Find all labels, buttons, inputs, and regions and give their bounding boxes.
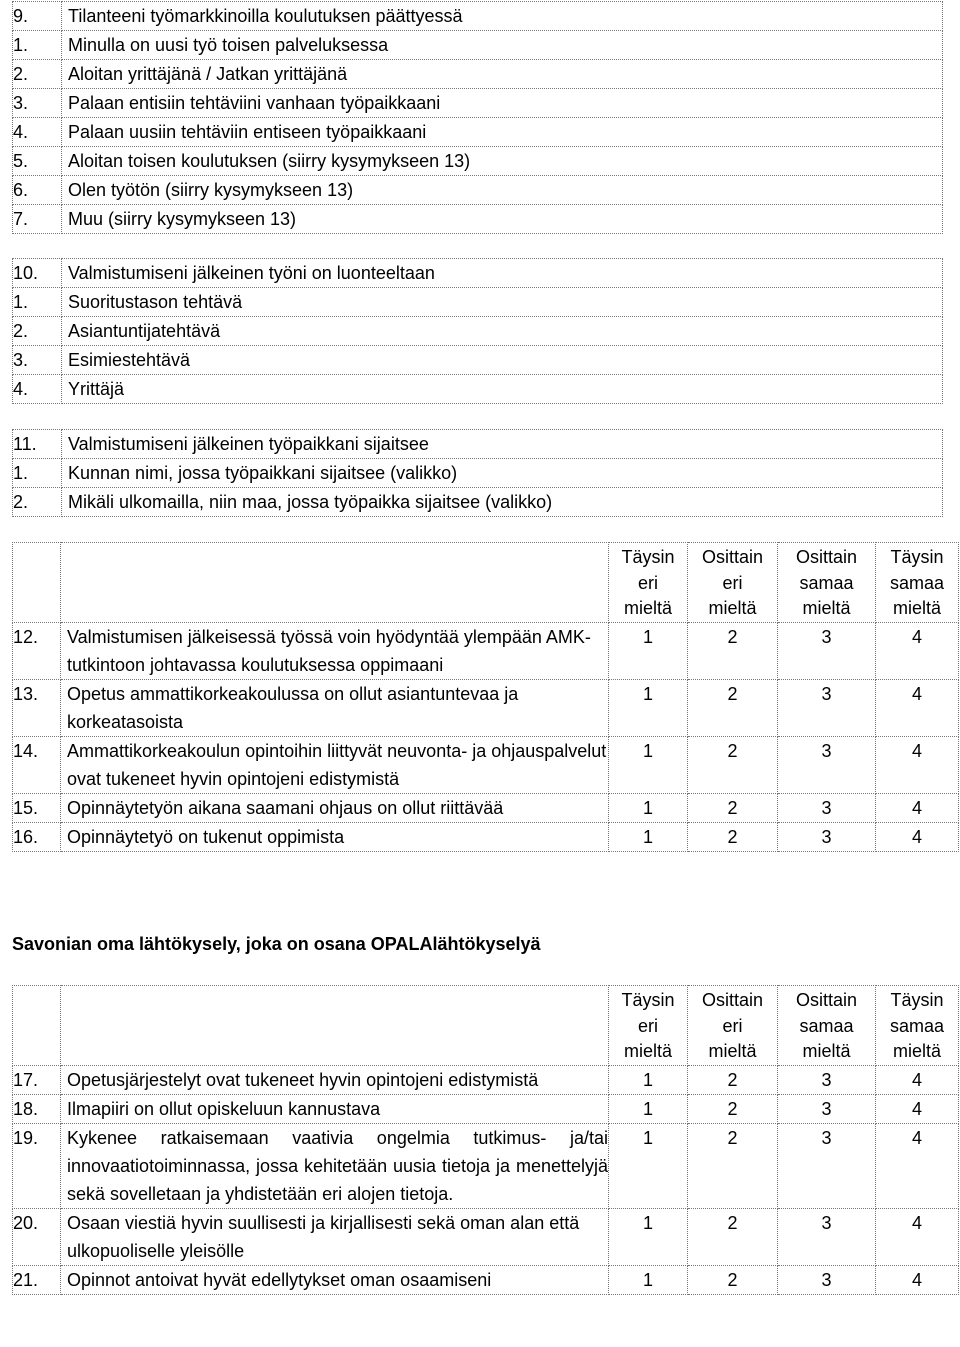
scale-option-4[interactable]: 4	[876, 1094, 959, 1123]
question-number: 9.	[13, 2, 62, 31]
question-text: Valmistumisen jälkeisessä työssä voin hyödyntää ylempään AMK-tutkintoon johtavassa koulutuksessa oppimaani	[61, 622, 609, 679]
option-row[interactable]	[13, 147, 943, 176]
option-number: 5.	[13, 147, 62, 176]
option-row[interactable]	[13, 459, 943, 488]
option-row[interactable]	[13, 205, 943, 234]
scale-option-3[interactable]: 3	[778, 1123, 876, 1208]
option-number: 1.	[13, 288, 62, 317]
scale-option-4[interactable]: 4	[876, 679, 959, 736]
scale-option-4[interactable]: 4	[876, 822, 959, 851]
question-text: Opinnot antoivat hyvät edellytykset oman osaamiseni	[61, 1265, 609, 1294]
question-number: 16.	[13, 822, 61, 851]
scale-header-3: Osittain samaa mieltä	[778, 543, 876, 623]
question-number: 11.	[13, 430, 62, 459]
scale-option-3[interactable]: 3	[778, 1065, 876, 1094]
scale-header-4: Täysin samaa mieltä	[876, 543, 959, 623]
scale-option-2[interactable]: 2	[688, 1265, 778, 1294]
option-label[interactable]: Muu (siirry kysymykseen 13)	[62, 205, 943, 234]
likert-row	[13, 1265, 959, 1294]
question-number: 10.	[13, 259, 62, 288]
scale-header-1: Täysin eri mieltä	[609, 543, 688, 623]
scale-option-3[interactable]: 3	[778, 622, 876, 679]
likert-table-2	[12, 985, 959, 1295]
likert-row	[13, 1065, 959, 1094]
option-row[interactable]	[13, 375, 943, 404]
option-number: 4.	[13, 118, 62, 147]
question-number: 13.	[13, 679, 61, 736]
option-number: 1.	[13, 31, 62, 60]
option-label[interactable]: Palaan entisiin tehtäviini vanhaan työpaikkaani	[62, 89, 943, 118]
likert-row	[13, 1094, 959, 1123]
option-row[interactable]	[13, 346, 943, 375]
scale-header-2: Osittain eri mieltä	[688, 986, 778, 1066]
option-label[interactable]: Olen työtön (siirry kysymykseen 13)	[62, 176, 943, 205]
question-text: Osaan viestiä hyvin suullisesti ja kirjallisesti sekä oman alan että ulkopuoliselle yleisölle	[61, 1208, 609, 1265]
question-number: 17.	[13, 1065, 61, 1094]
option-number: 3.	[13, 89, 62, 118]
option-row[interactable]	[13, 176, 943, 205]
scale-option-2[interactable]: 2	[688, 1123, 778, 1208]
question-number: 12.	[13, 622, 61, 679]
question-text: Tilanteeni työmarkkinoilla koulutuksen päättyessä	[62, 2, 943, 31]
scale-option-1[interactable]: 1	[609, 1094, 688, 1123]
scale-option-1[interactable]: 1	[609, 822, 688, 851]
scale-option-4[interactable]: 4	[876, 1265, 959, 1294]
scale-option-4[interactable]: 4	[876, 736, 959, 793]
option-row[interactable]	[13, 288, 943, 317]
option-row[interactable]	[13, 89, 943, 118]
question-title-row	[13, 430, 943, 459]
scale-option-2[interactable]: 2	[688, 622, 778, 679]
scale-option-3[interactable]: 3	[778, 1094, 876, 1123]
scale-option-3[interactable]: 3	[778, 822, 876, 851]
scale-option-1[interactable]: 1	[609, 793, 688, 822]
option-row[interactable]	[13, 60, 943, 89]
likert-row	[13, 1123, 959, 1208]
question-text: Opinnäytetyön aikana saamani ohjaus on ollut riittävää	[61, 793, 609, 822]
scale-option-1[interactable]: 1	[609, 1123, 688, 1208]
option-number: 6.	[13, 176, 62, 205]
option-row[interactable]	[13, 31, 943, 60]
option-number: 2.	[13, 60, 62, 89]
option-row[interactable]	[13, 118, 943, 147]
question-text: Opinnäytetyö on tukenut oppimista	[61, 822, 609, 851]
scale-option-4[interactable]: 4	[876, 1123, 959, 1208]
scale-option-4[interactable]: 4	[876, 1065, 959, 1094]
likert-row	[13, 1208, 959, 1265]
likert-row	[13, 793, 959, 822]
option-number: 1.	[13, 459, 62, 488]
scale-option-3[interactable]: 3	[778, 736, 876, 793]
scale-option-1[interactable]: 1	[609, 622, 688, 679]
scale-option-2[interactable]: 2	[688, 1094, 778, 1123]
likert-row	[13, 822, 959, 851]
option-row[interactable]	[13, 317, 943, 346]
option-label[interactable]: Mikäli ulkomailla, niin maa, jossa työpaikka sijaitsee (valikko)	[62, 488, 943, 517]
question-title-row	[13, 259, 943, 288]
option-label[interactable]: Minulla on uusi työ toisen palveluksessa	[62, 31, 943, 60]
scale-header-2: Osittain eri mieltä	[688, 543, 778, 623]
scale-option-1[interactable]: 1	[609, 1265, 688, 1294]
scale-header-3: Osittain samaa mieltä	[778, 986, 876, 1066]
scale-option-2[interactable]: 2	[688, 679, 778, 736]
scale-option-3[interactable]: 3	[778, 793, 876, 822]
option-label[interactable]: Asiantuntijatehtävä	[62, 317, 943, 346]
question-number: 14.	[13, 736, 61, 793]
scale-option-1[interactable]: 1	[609, 736, 688, 793]
scale-option-1[interactable]: 1	[609, 1208, 688, 1265]
option-number: 4.	[13, 375, 62, 404]
option-label[interactable]: Yrittäjä	[62, 375, 943, 404]
question-text: Opetus ammattikorkeakoulussa on ollut asiantuntevaa ja korkeatasoista	[61, 679, 609, 736]
scale-option-1[interactable]: 1	[609, 1065, 688, 1094]
question-9-table	[12, 1, 943, 234]
scale-option-4[interactable]: 4	[876, 1208, 959, 1265]
scale-header-4: Täysin samaa mieltä	[876, 986, 959, 1066]
option-label[interactable]: Kunnan nimi, jossa työpaikkani sijaitsee (valikko)	[62, 459, 943, 488]
question-number: 15.	[13, 793, 61, 822]
option-label[interactable]: Aloitan toisen koulutuksen (siirry kysymykseen 13)	[62, 147, 943, 176]
scale-option-4[interactable]: 4	[876, 793, 959, 822]
question-number: 21.	[13, 1265, 61, 1294]
question-number: 20.	[13, 1208, 61, 1265]
likert-row	[13, 679, 959, 736]
likert-row	[13, 736, 959, 793]
option-label[interactable]: Palaan uusiin tehtäviin entiseen työpaikkaani	[62, 118, 943, 147]
scale-option-2[interactable]: 2	[688, 1065, 778, 1094]
option-number: 2.	[13, 488, 62, 517]
question-text: Valmistumiseni jälkeinen työni on luonteeltaan	[62, 259, 943, 288]
option-number: 7.	[13, 205, 62, 234]
scale-header-row	[13, 986, 959, 1066]
scale-header-row	[13, 543, 959, 623]
question-text: Ilmapiiri on ollut opiskeluun kannustava	[61, 1094, 609, 1123]
likert-table-1	[12, 542, 959, 852]
scale-option-2[interactable]: 2	[688, 822, 778, 851]
scale-option-1[interactable]: 1	[609, 679, 688, 736]
option-row[interactable]	[13, 488, 943, 517]
option-label[interactable]: Aloitan yrittäjänä / Jatkan yrittäjänä	[62, 60, 943, 89]
option-number: 3.	[13, 346, 62, 375]
scale-option-2[interactable]: 2	[688, 793, 778, 822]
option-label[interactable]: Esimiestehtävä	[62, 346, 943, 375]
scale-header-1: Täysin eri mieltä	[609, 986, 688, 1066]
question-text: Valmistumiseni jälkeinen työpaikkani sijaitsee	[62, 430, 943, 459]
question-title-row	[13, 2, 943, 31]
likert-row	[13, 622, 959, 679]
scale-option-3[interactable]: 3	[778, 1265, 876, 1294]
scale-option-2[interactable]: 2	[688, 1208, 778, 1265]
option-number: 2.	[13, 317, 62, 346]
question-number: 19.	[13, 1123, 61, 1208]
question-text: Opetusjärjestelyt ovat tukeneet hyvin opintojeni edistymistä	[61, 1065, 609, 1094]
question-10-table	[12, 258, 943, 404]
section-heading: Savonian oma lähtökysely, joka on osana OPALAlähtökyselyä	[12, 934, 541, 954]
scale-option-4[interactable]: 4	[876, 622, 959, 679]
scale-option-2[interactable]: 2	[688, 736, 778, 793]
question-number: 18.	[13, 1094, 61, 1123]
question-11-table	[12, 429, 943, 517]
question-text: Kykenee ratkaisemaan vaativia ongelmia tutkimus- ja/tai innovaatiotoiminnassa, jossa kehitetään uusia tietoja ja menettelyjä sekä sovelletaan ja yhdistetään eri alojen tietoja.	[61, 1123, 609, 1208]
scale-option-3[interactable]: 3	[778, 679, 876, 736]
question-text: Ammattikorkeakoulun opintoihin liittyvät neuvonta- ja ohjauspalvelut ovat tukeneet hyvin opintojeni edistymistä	[61, 736, 609, 793]
option-label[interactable]: Suoritustason tehtävä	[62, 288, 943, 317]
scale-option-3[interactable]: 3	[778, 1208, 876, 1265]
